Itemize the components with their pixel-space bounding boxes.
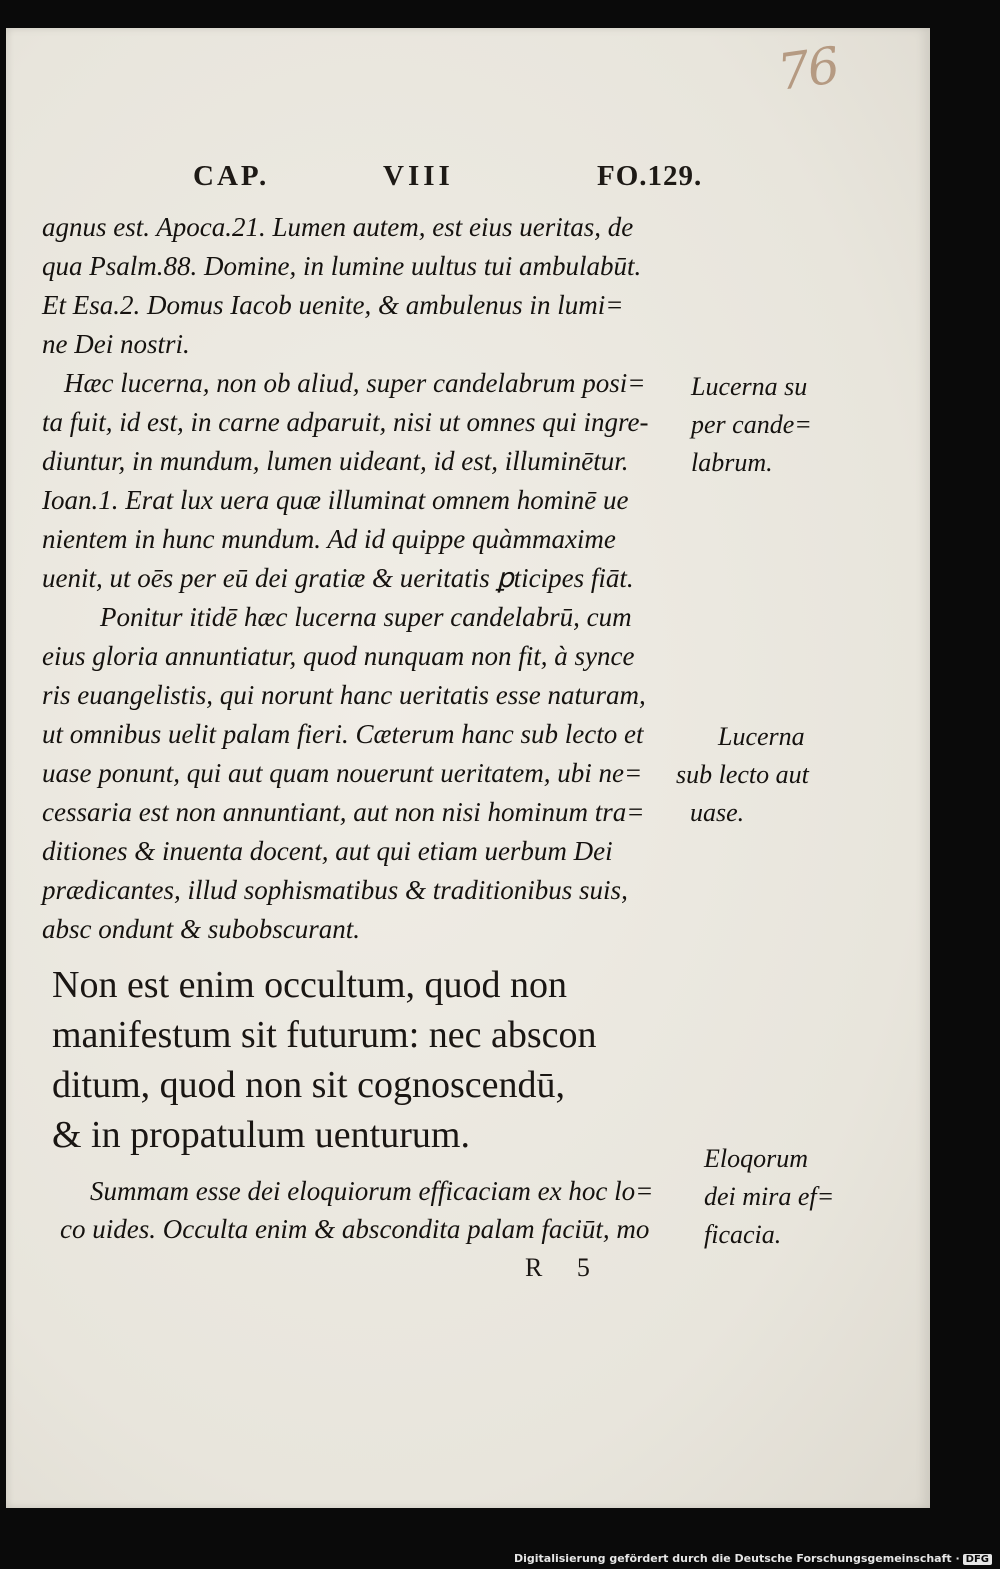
marginal-line: ficacia. xyxy=(704,1220,782,1249)
marginal-line: Lucerna su xyxy=(691,372,808,401)
marginal-line: per cande= xyxy=(691,410,812,439)
text-line: Ponitur itidē hæc lucerna super candelabrū, cum xyxy=(100,602,632,632)
text-line: nientem in hunc mundum. Ad id quippe quàmmaxime xyxy=(42,524,616,554)
marginal-note-lucerna-sub-lecto xyxy=(676,718,809,832)
text-line: diuntur, in mundum, lumen uideant, id est, illuminētur. xyxy=(42,446,629,476)
signature-mark: R 5 xyxy=(525,1253,604,1282)
running-head-folio: FO.129. xyxy=(597,160,703,192)
marginal-line: uase. xyxy=(690,798,745,827)
text-line: qua Psalm.88. Domine, in lumine uultus tui ambulabūt. xyxy=(42,251,642,281)
verse-line: Non est enim occultum, quod non xyxy=(52,964,568,1006)
commentary-continuation xyxy=(60,1172,720,1248)
marginal-note-lucerna-super-candelabrum xyxy=(691,368,812,482)
commentary-text xyxy=(42,208,702,949)
text-line: uenit, ut oēs per eū dei gratiæ & ueritatis ꝑticipes fiāt. xyxy=(42,563,634,593)
dfg-logo: DFG xyxy=(963,1554,992,1565)
running-head-chapter-number: VIII xyxy=(383,160,454,192)
marginal-line: labrum. xyxy=(691,448,773,477)
text-line: agnus est. Apoca.21. Lumen autem, est eius ueritas, de xyxy=(42,212,634,242)
text-line: co uides. Occulta enim & abscondita palam faciūt, mo xyxy=(60,1214,650,1244)
verse-line: ditum, quod non sit cognoscendū, xyxy=(52,1064,565,1106)
marginal-line: Eloqorum xyxy=(704,1144,808,1173)
running-head-chapter: CAP. xyxy=(193,160,270,192)
text-line: ris euangelistis, qui norunt hanc ueritatis esse naturam, xyxy=(42,680,646,710)
text-line: absc ondunt & subobscurant. xyxy=(42,914,361,944)
text-line: Summam esse dei eloquiorum efficaciam ex hoc lo= xyxy=(90,1176,654,1206)
text-line: uase ponunt, qui aut quam nouerunt ueritatem, ubi ne= xyxy=(42,758,643,788)
text-line: Ioan.1. Erat lux uera quæ illuminat omnem hominē ue xyxy=(42,485,629,515)
verse-line: manifestum sit futurum: nec abscon xyxy=(52,1014,597,1056)
text-line: ne Dei nostri. xyxy=(42,329,190,359)
text-line: ta fuit, id est, in carne adparuit, nisi ut omnes qui ingre- xyxy=(42,407,649,437)
text-line: Hæc lucerna, non ob aliud, super candelabrum posi= xyxy=(64,368,646,398)
handwritten-folio-number: 76 xyxy=(774,36,842,102)
text-line: prædicantes, illud sophismatibus & traditionibus suis, xyxy=(42,875,628,905)
marginal-line: Lucerna xyxy=(718,722,805,751)
text-line: Et Esa.2. Domus Iacob uenite, & ambulenus in lumi= xyxy=(42,290,624,320)
digitization-credit xyxy=(514,1552,992,1565)
text-line: ut omnibus uelit palam fieri. Cæterum hanc sub lecto et xyxy=(42,719,644,749)
text-line: ditiones & inuenta docent, aut qui etiam uerbum Dei xyxy=(42,836,613,866)
credit-text: Digitalisierung gefördert durch die Deutsche Forschungsgemeinschaft · xyxy=(513,1552,960,1565)
marginal-line: dei mira ef= xyxy=(704,1182,835,1211)
marginal-note-eloquorum-efficacia xyxy=(704,1140,834,1254)
verse-line: & in propatulum uenturum. xyxy=(52,1114,470,1156)
running-head xyxy=(0,160,1000,200)
marginal-line: sub lecto aut xyxy=(676,760,809,789)
text-line: cessaria est non annuntiant, aut non nisi hominum tra= xyxy=(42,797,645,827)
scripture-verse xyxy=(52,960,712,1160)
text-line: eius gloria annuntiatur, quod nunquam non fit, à synce xyxy=(42,641,635,671)
